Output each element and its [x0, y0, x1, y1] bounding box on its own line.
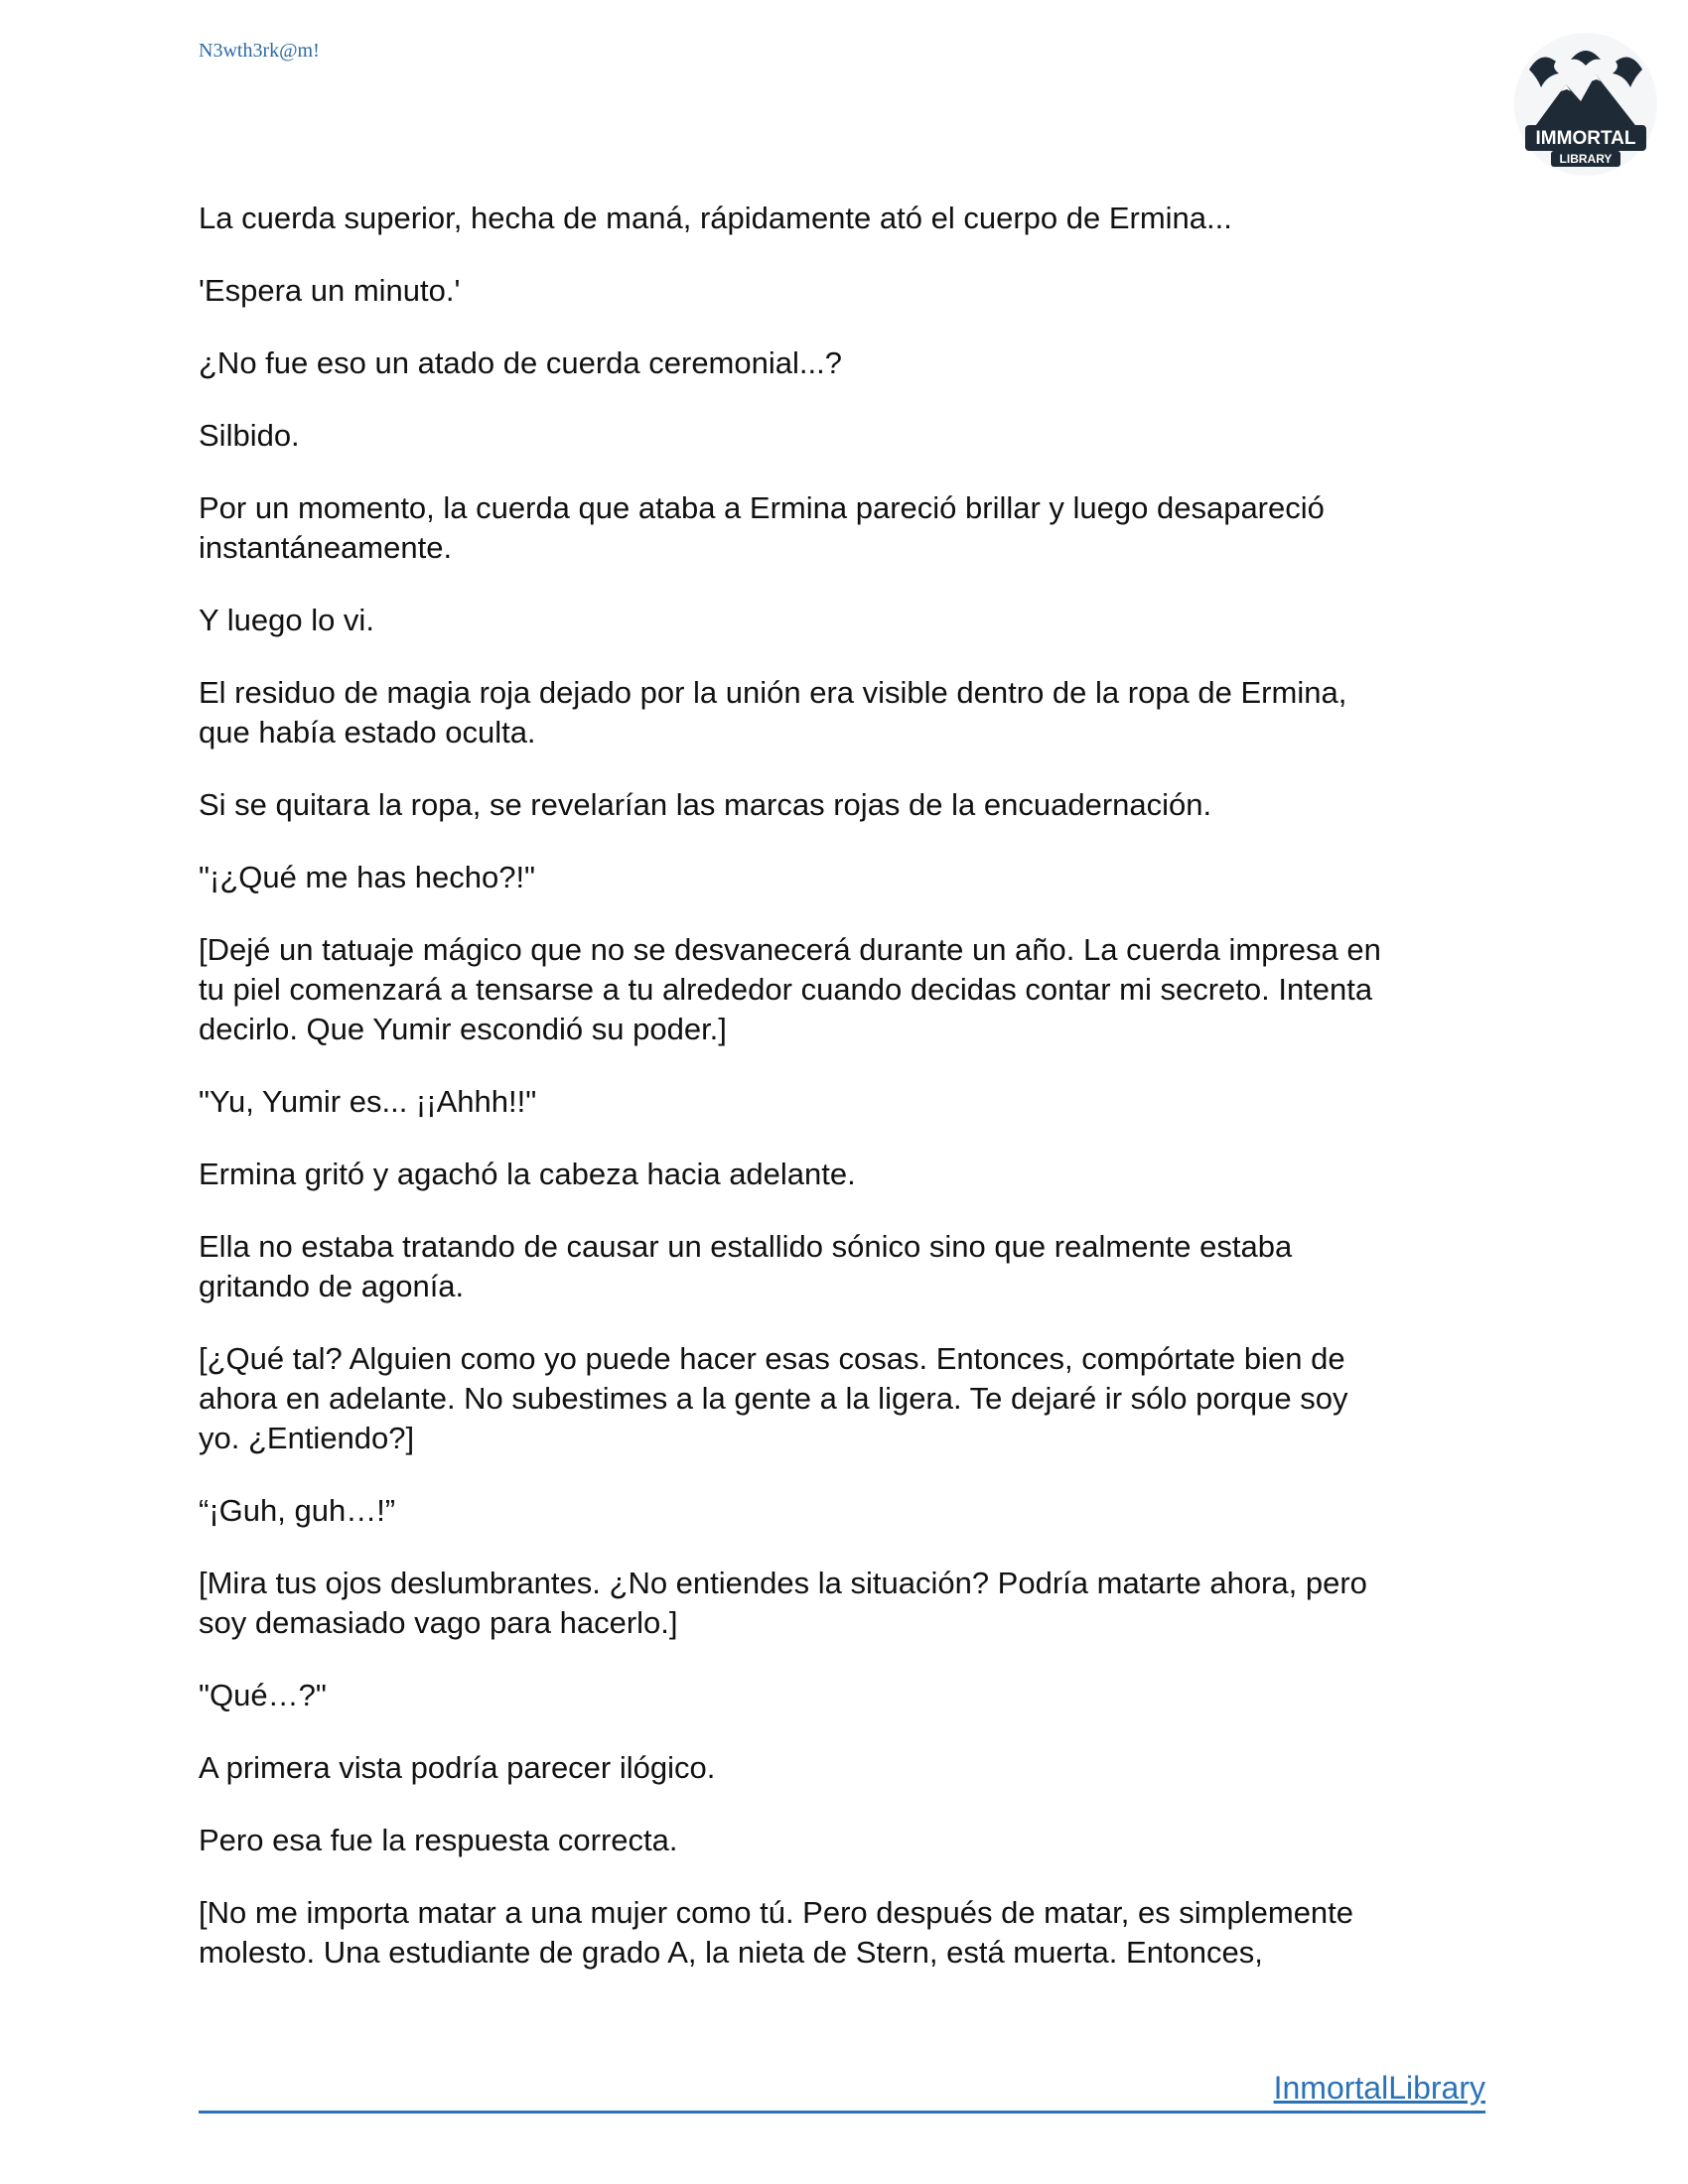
paragraph: 'Espera un minuto.': [199, 273, 461, 308]
paragraph: La cuerda superior, hecha de maná, rápidamente ató el cuerpo de Ermina...: [199, 201, 1232, 235]
paragraph: Y luego lo vi.: [199, 603, 374, 637]
document-body: [199, 199, 1489, 2005]
header-code: N3wth3rk@m!: [199, 40, 320, 62]
paragraph: "Qué…?": [199, 1678, 327, 1712]
paragraph: El residuo de magia roja dejado por la unión era visible dentro de la ropa de Ermina, que había estado oculta.: [199, 675, 1347, 750]
paragraph: Silbido.: [199, 418, 300, 453]
logo-line1: IMMORTAL: [1535, 128, 1636, 149]
paragraph: [Dejé un tatuaje mágico que no se desvanecerá durante un año. La cuerda impresa en tu piel comenzará a tensarse a tu alrededor cuando decidas contar mi secreto. Intenta decirlo. Que Yumir escondió su poder.]: [199, 932, 1381, 1046]
footer-link[interactable]: InmortalLibrary: [1273, 2070, 1485, 2106]
immortal-library-logo: [1511, 30, 1660, 179]
paragraph: Por un momento, la cuerda que ataba a Ermina pareció brillar y luego desapareció instantáneamente.: [199, 490, 1325, 565]
paragraph: [No me importa matar a una mujer como tú. Pero después de matar, es simplemente molesto. Una estudiante de grado A, la nieta de Stern, está muerta. Entonces,: [199, 1895, 1354, 1970]
paragraph: "Yu, Yumir es... ¡¡Ahhh!!": [199, 1084, 537, 1119]
paragraph: ¿No fue eso un atado de cuerda ceremonial...?: [199, 345, 842, 380]
paragraph: [Mira tus ojos deslumbrantes. ¿No entiendes la situación? Podría matarte ahora, pero soy demasiado vago para hacerlo.]: [199, 1566, 1367, 1640]
paragraph: A primera vista podría parecer ilógico.: [199, 1750, 716, 1785]
logo-line2: LIBRARY: [1559, 152, 1613, 166]
paragraph: “¡Guh, guh…!”: [199, 1493, 396, 1528]
paragraph: "¡¿Qué me has hecho?!": [199, 860, 536, 894]
paragraph: Ella no estaba tratando de causar un estallido sónico sino que realmente estaba gritando de agonía.: [199, 1229, 1293, 1303]
paragraph: [¿Qué tal? Alguien como yo puede hacer esas cosas. Entonces, compórtate bien de ahora en adelante. No subestimes a la gente a la ligera. Te dejaré ir sólo porque soy yo. ¿Entiendo?]: [199, 1341, 1348, 1455]
paragraph: Ermina gritó y agachó la cabeza hacia adelante.: [199, 1157, 856, 1191]
paragraph: Si se quitara la ropa, se revelarían las marcas rojas de la encuadernación.: [199, 787, 1212, 822]
paragraph: Pero esa fue la respuesta correcta.: [199, 1823, 678, 1857]
footer-rule: [199, 2111, 1485, 2114]
logo-emblem-icon: [1511, 30, 1660, 179]
